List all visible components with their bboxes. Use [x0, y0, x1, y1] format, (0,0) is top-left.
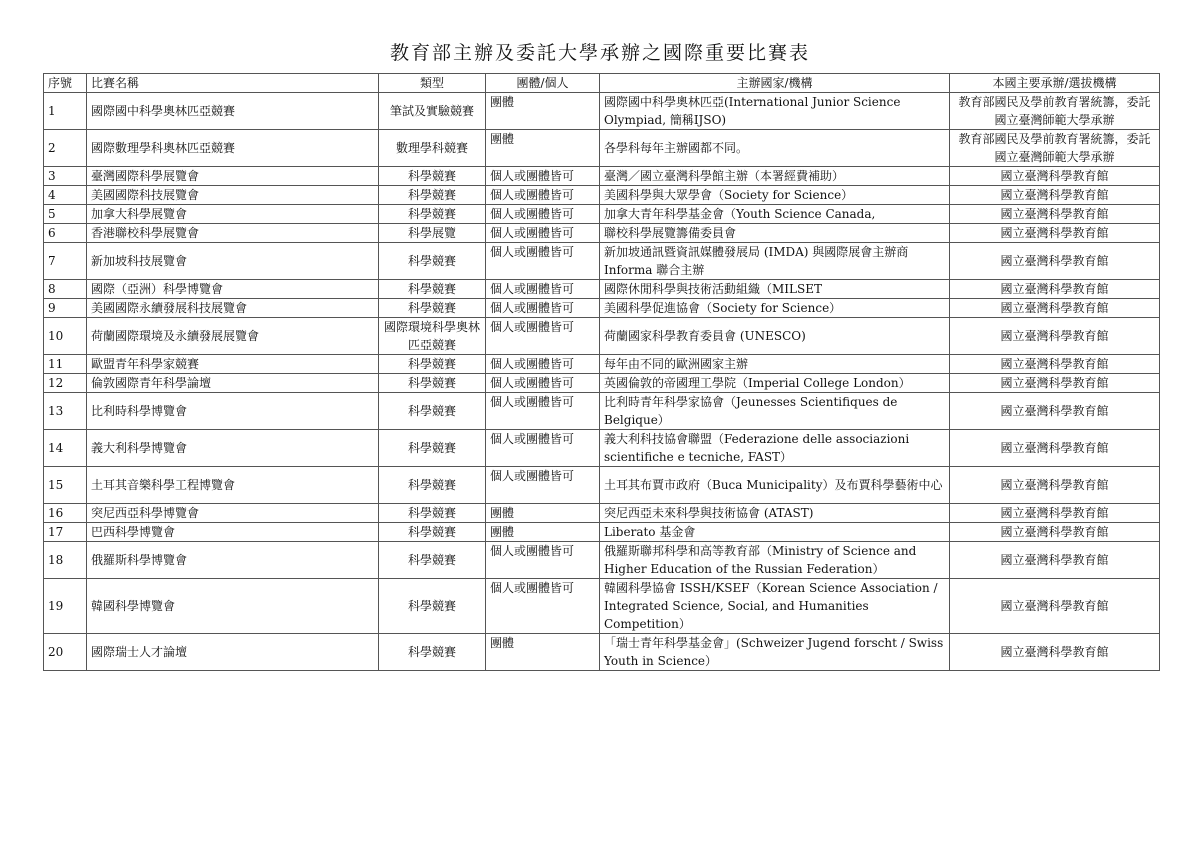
- competition-name: 土耳其音樂科學工程博覽會: [87, 467, 379, 504]
- header-org: 本國主要承辦/選拔機構: [950, 74, 1160, 93]
- table-row: [44, 579, 1160, 634]
- table-row: [44, 523, 1160, 542]
- competition-name: 美國國際永續發展科技展覽會: [87, 299, 379, 318]
- domestic-organizer: 國立臺灣科學教育館: [950, 243, 1160, 280]
- domestic-organizer: 國立臺灣科學教育館: [950, 430, 1160, 467]
- domestic-organizer: 國立臺灣科學教育館: [950, 186, 1160, 205]
- host-organization: 義大利科技協會聯盟（Federazione delle associazioni scientifiche e tecniche, FAST）: [600, 430, 950, 467]
- host-organization: 「瑞士青年科學基金會」(Schweizer Jugend forscht / Swiss Youth in Science）: [600, 634, 950, 671]
- team-or-individual: 個人或團體皆可: [486, 374, 600, 393]
- competition-type: 科學競賽: [379, 504, 486, 523]
- domestic-organizer: 國立臺灣科學教育館: [950, 504, 1160, 523]
- host-organization: 國際國中科學奧林匹亞(International Junior Science Olympiad, 簡稱IJSO): [600, 93, 950, 130]
- table-row: [44, 467, 1160, 504]
- team-or-individual: 個人或團體皆可: [486, 299, 600, 318]
- domestic-organizer: 國立臺灣科學教育館: [950, 579, 1160, 634]
- competition-name: 比利時科學博覽會: [87, 393, 379, 430]
- host-organization: 國際休閒科學與技術活動組織（MILSET: [600, 280, 950, 299]
- domestic-organizer: 國立臺灣科學教育館: [950, 280, 1160, 299]
- competition-name: 俄羅斯科學博覽會: [87, 542, 379, 579]
- team-or-individual: 個人或團體皆可: [486, 280, 600, 299]
- domestic-organizer: 國立臺灣科學教育館: [950, 299, 1160, 318]
- header-team: 團體/個人: [486, 74, 600, 93]
- row-number: 12: [44, 374, 87, 393]
- competition-type: 科學競賽: [379, 393, 486, 430]
- row-number: 15: [44, 467, 87, 504]
- competition-name: 國際瑞士人才論壇: [87, 634, 379, 671]
- table-row: [44, 280, 1160, 299]
- competition-type: 筆試及實驗競賽: [379, 93, 486, 130]
- row-number: 8: [44, 280, 87, 299]
- row-number: 6: [44, 224, 87, 243]
- row-number: 4: [44, 186, 87, 205]
- competition-type: 科學競賽: [379, 355, 486, 374]
- host-organization: 英國倫敦的帝國理工學院（Imperial College London）: [600, 374, 950, 393]
- table-row: [44, 504, 1160, 523]
- domestic-organizer: 國立臺灣科學教育館: [950, 523, 1160, 542]
- row-number: 7: [44, 243, 87, 280]
- header-no: 序號: [44, 74, 87, 93]
- competition-name: 荷蘭國際環境及永續發展展覽會: [87, 318, 379, 355]
- competition-type: 科學競賽: [379, 634, 486, 671]
- host-organization: 突尼西亞未來科學與技術協會 (ATAST): [600, 504, 950, 523]
- host-organization: 加拿大青年科學基金會（Youth Science Canada,: [600, 205, 950, 224]
- row-number: 3: [44, 167, 87, 186]
- row-number: 18: [44, 542, 87, 579]
- competition-table: [43, 73, 1160, 671]
- team-or-individual: 個人或團體皆可: [486, 167, 600, 186]
- domestic-organizer: 國立臺灣科學教育館: [950, 374, 1160, 393]
- host-organization: 每年由不同的歐洲國家主辦: [600, 355, 950, 374]
- team-or-individual: 個人或團體皆可: [486, 542, 600, 579]
- table-row: [44, 93, 1160, 130]
- row-number: 10: [44, 318, 87, 355]
- table-row: [44, 374, 1160, 393]
- table-row: [44, 186, 1160, 205]
- competition-type: 科學競賽: [379, 467, 486, 504]
- host-organization: Liberato 基金會: [600, 523, 950, 542]
- table-row: [44, 318, 1160, 355]
- team-or-individual: 團體: [486, 504, 600, 523]
- domestic-organizer: 國立臺灣科學教育館: [950, 542, 1160, 579]
- competition-name: 新加坡科技展覽會: [87, 243, 379, 280]
- host-organization: 韓國科學協會 ISSH/KSEF（Korean Science Association / Integrated Science, Social, and Humanities Competition）: [600, 579, 950, 634]
- competition-type: 科學競賽: [379, 243, 486, 280]
- competition-type: 科學競賽: [379, 542, 486, 579]
- domestic-organizer: 教育部國民及學前教育署統籌，委託國立臺灣師範大學承辦: [950, 93, 1160, 130]
- team-or-individual: 個人或團體皆可: [486, 224, 600, 243]
- host-organization: 俄羅斯聯邦科學和高等教育部（Ministry of Science and Higher Education of the Russian Federation）: [600, 542, 950, 579]
- table-row: [44, 634, 1160, 671]
- row-number: 9: [44, 299, 87, 318]
- domestic-organizer: 國立臺灣科學教育館: [950, 393, 1160, 430]
- row-number: 2: [44, 130, 87, 167]
- table-row: [44, 355, 1160, 374]
- team-or-individual: 個人或團體皆可: [486, 355, 600, 374]
- team-or-individual: 個人或團體皆可: [486, 467, 600, 504]
- competition-name: 臺灣國際科學展覽會: [87, 167, 379, 186]
- team-or-individual: 個人或團體皆可: [486, 186, 600, 205]
- competition-name: 倫敦國際青年科學論壇: [87, 374, 379, 393]
- competition-name: 國際（亞洲）科學博覽會: [87, 280, 379, 299]
- domestic-organizer: 教育部國民及學前教育署統籌，委託國立臺灣師範大學承辦: [950, 130, 1160, 167]
- domestic-organizer: 國立臺灣科學教育館: [950, 167, 1160, 186]
- domestic-organizer: 國立臺灣科學教育館: [950, 224, 1160, 243]
- domestic-organizer: 國立臺灣科學教育館: [950, 634, 1160, 671]
- competition-name: 國際國中科學奧林匹亞競賽: [87, 93, 379, 130]
- domestic-organizer: 國立臺灣科學教育館: [950, 318, 1160, 355]
- table-row: [44, 130, 1160, 167]
- competition-name: 韓國科學博覽會: [87, 579, 379, 634]
- competition-name: 國際數理學科奧林匹亞競賽: [87, 130, 379, 167]
- host-organization: 美國科學與大眾學會（Society for Science）: [600, 186, 950, 205]
- host-organization: 土耳其布賈市政府（Buca Municipality）及布賈科學藝術中心: [600, 467, 950, 504]
- page-title: 教育部主辦及委託大學承辦之國際重要比賽表: [389, 42, 810, 64]
- domestic-organizer: 國立臺灣科學教育館: [950, 355, 1160, 374]
- competition-name: 美國國際科技展覽會: [87, 186, 379, 205]
- row-number: 14: [44, 430, 87, 467]
- competition-type: 科學展覽: [379, 224, 486, 243]
- header-name: 比賽名稱: [87, 74, 379, 93]
- table-row: [44, 167, 1160, 186]
- row-number: 19: [44, 579, 87, 634]
- competition-name: 突尼西亞科學博覽會: [87, 504, 379, 523]
- row-number: 1: [44, 93, 87, 130]
- header-type: 類型: [379, 74, 486, 93]
- host-organization: 新加坡通訊暨資訊媒體發展局 (IMDA) 與國際展會主辦商 Informa 聯合主辦: [600, 243, 950, 280]
- competition-type: 數理學科競賽: [379, 130, 486, 167]
- row-number: 16: [44, 504, 87, 523]
- team-or-individual: 個人或團體皆可: [486, 205, 600, 224]
- row-number: 20: [44, 634, 87, 671]
- competition-type: 科學競賽: [379, 186, 486, 205]
- header-row: [44, 74, 1160, 93]
- row-number: 17: [44, 523, 87, 542]
- header-host: 主辦國家/機構: [600, 74, 950, 93]
- row-number: 13: [44, 393, 87, 430]
- table-row: [44, 205, 1160, 224]
- competition-type: 科學競賽: [379, 374, 486, 393]
- team-or-individual: 團體: [486, 634, 600, 671]
- team-or-individual: 個人或團體皆可: [486, 318, 600, 355]
- team-or-individual: 團體: [486, 523, 600, 542]
- host-organization: 比利時青年科學家協會（Jeunesses Scientifiques de Belgique）: [600, 393, 950, 430]
- competition-type: 科學競賽: [379, 523, 486, 542]
- team-or-individual: 個人或團體皆可: [486, 430, 600, 467]
- row-number: 11: [44, 355, 87, 374]
- table-row: [44, 243, 1160, 280]
- competition-type: 科學競賽: [379, 205, 486, 224]
- domestic-organizer: 國立臺灣科學教育館: [950, 467, 1160, 504]
- competition-name: 義大利科學博覽會: [87, 430, 379, 467]
- competition-name: 歐盟青年科學家競賽: [87, 355, 379, 374]
- table-row: [44, 224, 1160, 243]
- competition-name: 香港聯校科學展覽會: [87, 224, 379, 243]
- team-or-individual: 個人或團體皆可: [486, 393, 600, 430]
- competition-type: 科學競賽: [379, 430, 486, 467]
- competition-type: 科學競賽: [379, 299, 486, 318]
- table-row: [44, 299, 1160, 318]
- host-organization: 美國科學促進協會（Society for Science）: [600, 299, 950, 318]
- competition-name: 加拿大科學展覽會: [87, 205, 379, 224]
- table-row: [44, 393, 1160, 430]
- team-or-individual: 團體: [486, 130, 600, 167]
- competition-name: 巴西科學博覽會: [87, 523, 379, 542]
- table-row: [44, 542, 1160, 579]
- domestic-organizer: 國立臺灣科學教育館: [950, 205, 1160, 224]
- competition-type: 國際環境科學奧林匹亞競賽: [379, 318, 486, 355]
- team-or-individual: 個人或團體皆可: [486, 243, 600, 280]
- host-organization: 臺灣／國立臺灣科學館主辦（本署經費補助）: [600, 167, 950, 186]
- team-or-individual: 團體: [486, 93, 600, 130]
- competition-type: 科學競賽: [379, 280, 486, 299]
- team-or-individual: 個人或團體皆可: [486, 579, 600, 634]
- competition-type: 科學競賽: [379, 579, 486, 634]
- host-organization: 各學科每年主辦國都不同。: [600, 130, 950, 167]
- host-organization: 荷蘭國家科學教育委員會 (UNESCO): [600, 318, 950, 355]
- host-organization: 聯校科學展覽籌備委員會: [600, 224, 950, 243]
- row-number: 5: [44, 205, 87, 224]
- competition-type: 科學競賽: [379, 167, 486, 186]
- table-row: [44, 430, 1160, 467]
